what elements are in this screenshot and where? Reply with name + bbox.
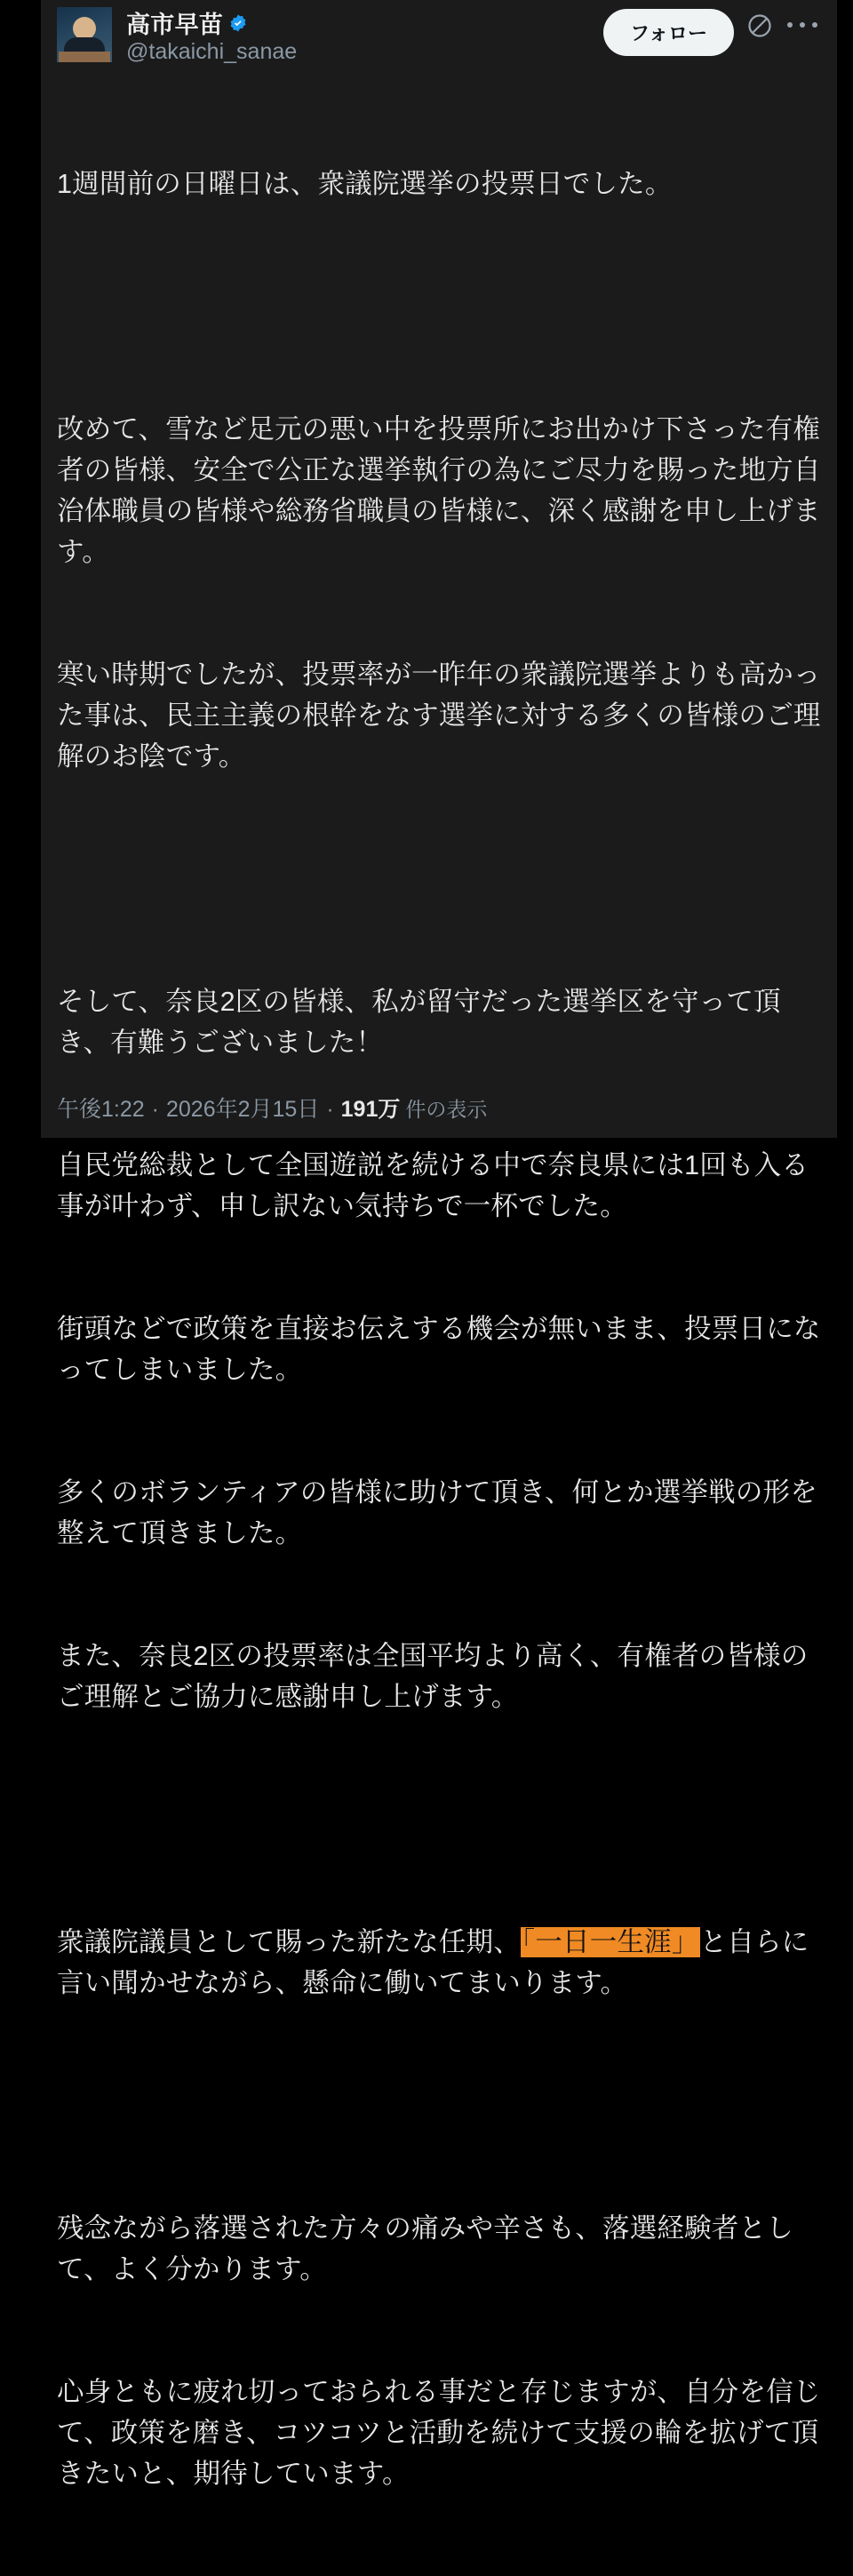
follow-button[interactable]: フォロー [603,9,734,56]
post-line: そして、奈良2区の皆様、私が留守だった選挙区を守って頂き、有難うございました！ [57,987,781,1058]
blank-line [57,286,826,327]
post-line: 改めて、雪など足元の悪い中を投票所にお出かけ下さった有権者の皆様、安全で公正な選挙執行の為にご尽力を賜った地方自治体職員の皆様や総務省職員の皆様に、深く感謝を申し上げます。 [57,414,821,567]
post-text [57,82,826,2576]
post-line: また、奈良2区の投票率は全国平均より高く、有権者の皆様のご理解とご協力に感謝申し上げます。 [57,1641,809,1712]
avatar-podium [59,52,110,62]
post-line: 多くのボランティアの皆様に助けて頂き、何とか選挙戦の形を整えて頂きました。 [57,1477,817,1548]
highlight-before-text: 衆議院議員として賜った新たな任期、 [57,1927,521,1957]
verified-badge-icon [228,13,248,33]
footer-separator: · [151,1097,159,1122]
highlighted-phrase: 「一日一生涯」 [521,1927,699,1957]
post-line: 心身ともに疲れ切っておられる事だと存じますが、自分を信じて、政策を磨き、コツコツと活動を続けて支援の輪を拡げて頂きたいと、期待しています。 [57,2377,821,2489]
post-line: 自民党総裁として全国遊説を続ける中で奈良県には1回も入る事が叶わず、申し訳ない気持ちで一杯でした。 [57,1150,809,1221]
footer-separator: · [326,1097,334,1122]
blank-line [57,1799,826,1840]
post-line-highlighted [57,1922,826,2004]
post-line: 残念ながら落選された方々の痛みや辛さも、落選経験者として、よく分かります。 [57,2213,793,2284]
post-time: 午後1:22 [57,1097,145,1122]
post-footer [57,1092,487,1124]
views-count: 191万 [340,1097,401,1122]
right-gutter [837,0,853,1138]
author-name-row[interactable] [126,5,248,40]
author-handle[interactable]: @takaichi_sanae [126,39,298,64]
views-label: 件の表示 [405,1098,488,1121]
post-card [41,0,837,2489]
left-gutter [0,0,41,1138]
post-date: 2026年2月15日 [166,1097,320,1122]
mute-icon[interactable] [746,12,773,39]
post-line: 1週間前の日曜日は、衆議院選挙の投票日でした。 [57,169,673,199]
blank-line [57,859,826,900]
avatar[interactable] [57,7,112,62]
more-options-icon[interactable] [787,14,817,36]
post-header [41,0,837,87]
post-line: 街頭などで政策を直接お伝えする機会が無いまま、投票日になってしまいました。 [57,1314,821,1385]
post-line: 寒い時期でしたが、投票率が一昨年の衆議院選挙よりも高かった事は、民主主義の根幹をなす選挙に対する多くの皆様のご理解のお陰です。 [57,660,821,772]
author-display-name: 高市早苗 [126,12,224,38]
highlight-after-text: と自らに言い聞かせながら、懸命に働いてまいります。 [57,1927,809,1998]
blank-line [57,2085,826,2126]
